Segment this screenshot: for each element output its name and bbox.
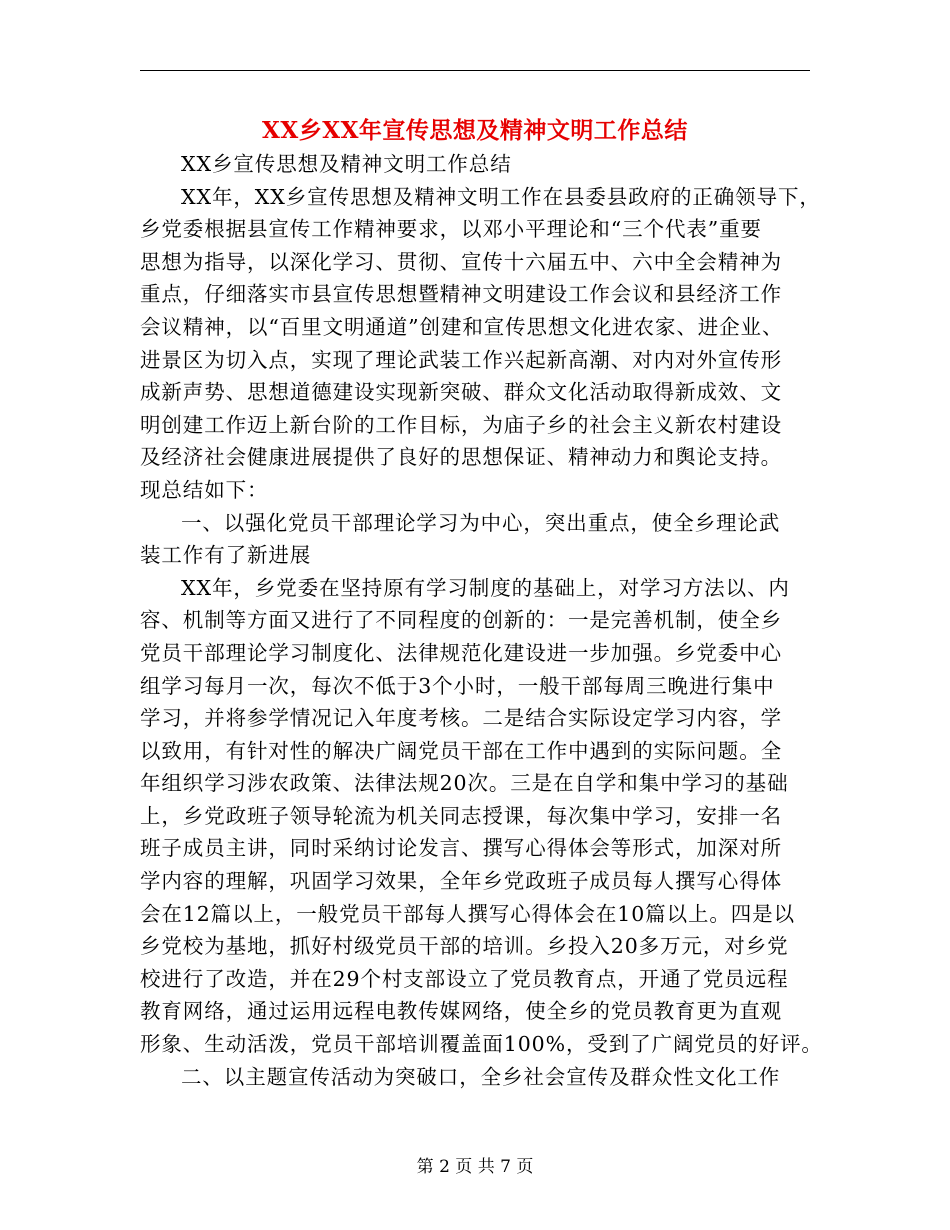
page-footer: 第 2 页 共 7 页	[416, 1157, 534, 1177]
text-line: XX年，XX乡宣传思想及精神文明工作在县委县政府的正确领导下，	[181, 184, 821, 209]
text-line: 及经济社会健康进展提供了良好的思想保证、精神动力和舆论支持。	[140, 445, 782, 470]
text-line: 会在12篇以上，一般党员干部每人撰写心得体会在10篇以上。四是以	[140, 901, 795, 926]
text-line: XX年，乡党委在坚持原有学习制度的基础上，对学习方法以、内	[181, 575, 790, 600]
text-line: 重点，仔细落实市县宣传思想暨精神文明建设工作会议和县经济工作	[140, 282, 782, 307]
text-line: 装工作有了新进展	[140, 543, 312, 568]
text-line: 以致用，有针对性的解决广阔党员干部在工作中遇到的实际问题。全	[140, 738, 782, 763]
text-line: 学内容的理解，巩固学习效果，全年乡党政班子成员每人撰写心得体	[140, 869, 782, 894]
text-line: 容、机制等方面又进行了不同程度的创新的：一是完善机制，使全乡	[140, 608, 782, 633]
text-line: 组学习每月一次，每次不低于3个小时，一般干部每周三晚进行集中	[140, 673, 775, 698]
text-line: 进景区为切入点，实现了理论武装工作兴起新高潮、对内对外宣传形	[140, 347, 782, 372]
text-line: 乡党委根据县宣传工作精神要求，以邓小平理论和“三个代表”重要	[140, 217, 762, 242]
text-line: 乡党校为基地，抓好村级党员干部的培训。乡投入20多万元，对乡党	[140, 934, 789, 959]
text-line: 班子成员主讲，同时采纳讨论发言、撰写心得体会等形式，加深对所	[140, 836, 782, 861]
text-line: 学习，并将参学情况记入年度考核。二是结合实际设定学习内容，学	[140, 706, 782, 731]
text-line: 年组织学习涉农政策、法律法规20次。三是在自学和集中学习的基础	[140, 771, 789, 796]
text-line: 校进行了改造，并在29个村支部设立了党员教育点，开通了党员远程	[140, 966, 789, 991]
text-line: 教育网络，通过运用远程电教传媒网络，使全乡的党员教育更为直观	[140, 999, 782, 1024]
text-line: 二、以主题宣传活动为突破口，全乡社会宣传及群众性文化工作	[181, 1064, 781, 1089]
text-line: 明创建工作迈上新台阶的工作目标，为庙子乡的社会主义新农村建设	[140, 412, 782, 437]
text-line: 形象、生动活泼，党员干部培训覆盖面100%，受到了广阔党员的好评。	[140, 1032, 823, 1057]
document-title: XX乡XX年宣传思想及精神文明工作总结	[262, 117, 688, 144]
text-line: 一、以强化党员干部理论学习为中心，突出重点，使全乡理论武	[181, 510, 781, 535]
text-line: XX乡宣传思想及精神文明工作总结	[181, 152, 512, 176]
text-line: 成新声势、思想道德建设实现新突破、群众文化活动取得新成效、文	[140, 380, 782, 405]
text-line: 上，乡党政班子领导轮流为机关同志授课，每次集中学习，安排一名	[140, 803, 782, 828]
document-body	[140, 148, 823, 1093]
text-line: 现总结如下：	[140, 477, 269, 502]
text-line: 会议精神，以“百里文明通道”创建和宣传思想文化进农家、进企业、	[140, 314, 784, 339]
text-line: 党员干部理论学习制度化、法律规范化建设进一步加强。乡党委中心	[140, 640, 782, 665]
text-line: 思想为指导，以深化学习、贯彻、宣传十六届五中、六中全会精神为	[140, 249, 782, 274]
header-rule	[140, 70, 810, 71]
